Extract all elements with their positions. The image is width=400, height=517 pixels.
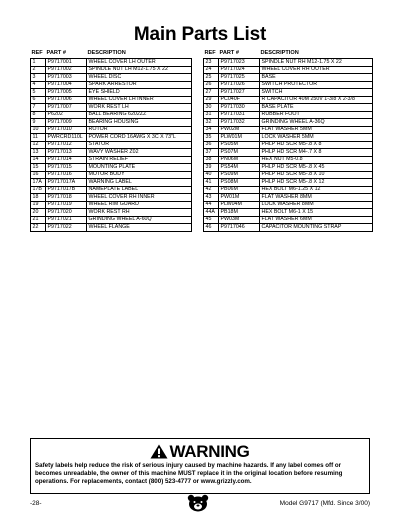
table-row bbox=[204, 89, 373, 97]
part-number-cell: PW01M bbox=[219, 194, 260, 202]
part-number-cell: P9717009 bbox=[46, 119, 87, 127]
description-cell: CAPACITOR MOUNTING STRAP bbox=[260, 224, 373, 232]
table-row bbox=[204, 119, 373, 127]
description-cell: STATOR bbox=[87, 141, 192, 149]
part-number-cell: PWRCRD110L bbox=[46, 134, 87, 142]
description-cell: SPINDLE NUT LH M12-1.75 X 22 bbox=[87, 66, 192, 74]
ref-cell: 43 bbox=[204, 194, 219, 202]
table-row bbox=[204, 74, 373, 82]
table-row bbox=[31, 89, 192, 97]
table-row bbox=[31, 171, 192, 179]
table-row bbox=[31, 209, 192, 217]
description-cell: HEX NUT M5-0.8 bbox=[260, 156, 373, 164]
ref-cell: 34 bbox=[204, 126, 219, 134]
description-cell: BALL BEARING 6202ZZ bbox=[87, 111, 192, 119]
part-number-cell: P9717023 bbox=[219, 59, 260, 67]
ref-cell: 19 bbox=[31, 201, 46, 209]
table-row bbox=[204, 164, 373, 172]
description-cell: PHLP HD SCR M5-.8 X 10 bbox=[260, 171, 373, 179]
table-row bbox=[31, 81, 192, 89]
table-row bbox=[31, 134, 192, 142]
table-row bbox=[31, 59, 192, 67]
warning-triangle-icon bbox=[150, 444, 168, 464]
ref-cell: 38 bbox=[204, 156, 219, 164]
part-number-cell: PS54M bbox=[219, 164, 260, 172]
table-row bbox=[204, 104, 373, 112]
ref-cell: 24 bbox=[204, 66, 219, 74]
part-number-cell: P9717010 bbox=[46, 126, 87, 134]
table-row bbox=[31, 96, 192, 104]
part-number-cell: P9717005 bbox=[46, 89, 87, 97]
parts-table-right bbox=[203, 51, 373, 232]
description-cell: MOUNTING PLATE bbox=[87, 164, 192, 172]
warning-box bbox=[30, 438, 370, 494]
description-cell: MOTOR BODY bbox=[87, 171, 192, 179]
ref-cell: 35 bbox=[204, 134, 219, 142]
ref-cell: 21 bbox=[31, 216, 46, 224]
table-row bbox=[31, 104, 192, 112]
ref-cell: 14 bbox=[31, 156, 46, 164]
description-cell: WHEEL DISC bbox=[87, 74, 192, 82]
description-cell: WHEEL COVER LH OUTER bbox=[87, 59, 192, 67]
table-header-row bbox=[204, 51, 373, 59]
part-number-cell: P9717016 bbox=[46, 171, 87, 179]
ref-cell: 46 bbox=[204, 224, 219, 232]
part-number-cell: PS09M bbox=[219, 171, 260, 179]
description-cell: WHEEL FLANGE bbox=[87, 224, 192, 232]
col-ref-header: REF bbox=[204, 50, 216, 57]
ref-cell: 11 bbox=[31, 134, 46, 142]
parts-table-right-body bbox=[204, 59, 373, 232]
part-number-cell: PS08M bbox=[219, 179, 260, 187]
ref-cell: 45 bbox=[204, 216, 219, 224]
ref-cell: 32 bbox=[204, 119, 219, 127]
part-number-cell: P9717031 bbox=[219, 111, 260, 119]
table-row bbox=[204, 59, 373, 67]
ref-cell: 2 bbox=[31, 66, 46, 74]
ref-cell: 9 bbox=[31, 119, 46, 127]
part-number-cell: P9717017A bbox=[46, 179, 87, 187]
description-cell: FLAT WASHER 6MM bbox=[260, 216, 373, 224]
model-info: Model G9717 (Mfd. Since 3/00) bbox=[279, 500, 370, 507]
description-cell: LOCK WASHER 8MM bbox=[260, 201, 373, 209]
ref-cell: 18 bbox=[31, 194, 46, 202]
ref-cell: 6 bbox=[31, 96, 46, 104]
warning-text: Safety labels help reduce the risk of serious injury caused by machine hazards. If any label comes off or becomes unreadable, the owner of this machine MUST replace it in the original location before resuming operations. For replacements, contact (800) 523-4777 or www.grizzly.com. bbox=[35, 462, 343, 486]
description-cell: ROTOR bbox=[87, 126, 192, 134]
part-number-cell: PW03M bbox=[219, 216, 260, 224]
part-number-cell: P9717018 bbox=[46, 194, 87, 202]
description-cell: WHEEL RIM GUARD bbox=[87, 201, 192, 209]
ref-cell: 17A bbox=[31, 179, 46, 187]
table-row bbox=[31, 119, 192, 127]
description-cell: SWITCH bbox=[260, 89, 373, 97]
part-number-cell: PS07M bbox=[219, 149, 260, 157]
part-number-cell: P9717020 bbox=[46, 209, 87, 217]
part-number-cell: P9717007 bbox=[46, 104, 87, 112]
ref-cell: 29 bbox=[204, 96, 219, 104]
description-cell: PHLP HD SCR M4-.7 X 8 bbox=[260, 149, 373, 157]
table-row bbox=[204, 126, 373, 134]
part-number-cell: P9717004 bbox=[46, 81, 87, 89]
part-number-cell: P9717015 bbox=[46, 164, 87, 172]
part-number-cell: P9717017B bbox=[46, 186, 87, 194]
ref-cell: 8 bbox=[31, 111, 46, 119]
ref-cell: 37 bbox=[204, 149, 219, 157]
part-number-cell: P9717026 bbox=[219, 81, 260, 89]
col-part-header: PART # bbox=[219, 50, 239, 57]
table-row bbox=[204, 111, 373, 119]
table-row bbox=[204, 81, 373, 89]
description-cell: BASE bbox=[260, 74, 373, 82]
ref-cell: 1 bbox=[31, 59, 46, 67]
table-row bbox=[31, 126, 192, 134]
part-number-cell: P9717012 bbox=[46, 141, 87, 149]
table-row bbox=[31, 216, 192, 224]
table-row bbox=[204, 224, 373, 232]
table-row bbox=[204, 186, 373, 194]
description-cell: PHLP HD SCR M5-.8 X 45 bbox=[260, 164, 373, 172]
ref-cell: 42 bbox=[204, 186, 219, 194]
table-row bbox=[31, 141, 192, 149]
part-number-cell: P9717030 bbox=[219, 104, 260, 112]
table-row bbox=[31, 179, 192, 187]
part-number-cell: P9717025 bbox=[219, 74, 260, 82]
table-header-row bbox=[31, 51, 192, 59]
bear-head-icon bbox=[186, 494, 210, 517]
part-number-cell: PLW04M bbox=[219, 201, 260, 209]
table-row bbox=[204, 194, 373, 202]
description-cell: WAVY WASHER Z02 bbox=[87, 149, 192, 157]
part-number-cell: P9717027 bbox=[219, 89, 260, 97]
description-cell: NAMEPLATE LABEL bbox=[87, 186, 192, 194]
ref-cell: 7 bbox=[31, 104, 46, 112]
ref-cell: 31 bbox=[204, 111, 219, 119]
ref-cell: 5 bbox=[31, 89, 46, 97]
part-number-cell: P9717001 bbox=[46, 59, 87, 67]
table-row bbox=[204, 134, 373, 142]
table-row bbox=[204, 96, 373, 104]
description-cell: R CAPACITOR 40M 250V 1-3/8 X 2-3/8 bbox=[260, 96, 373, 104]
part-number-cell: P6202 bbox=[46, 111, 87, 119]
parts-table-left bbox=[30, 51, 192, 232]
ref-cell: 36 bbox=[204, 141, 219, 149]
description-cell: RUBBER FOOT bbox=[260, 111, 373, 119]
table-row bbox=[204, 201, 373, 209]
description-cell: SPINDLE NUT RH M12-1.75 X 22 bbox=[260, 59, 373, 67]
table-row bbox=[204, 179, 373, 187]
warning-heading bbox=[31, 442, 369, 464]
table-row bbox=[204, 171, 373, 179]
part-number-cell: PC040F bbox=[219, 96, 260, 104]
table-row bbox=[204, 156, 373, 164]
warning-heading-text: WARNING bbox=[169, 442, 250, 461]
page-number: -28- bbox=[30, 500, 42, 507]
part-number-cell: P9717032 bbox=[219, 119, 260, 127]
ref-cell: 15 bbox=[31, 164, 46, 172]
part-number-cell: P9717006 bbox=[46, 96, 87, 104]
page-title: Main Parts List bbox=[133, 24, 267, 45]
description-cell: POWER CORD 16AWG X 3C X 73"L bbox=[87, 134, 192, 142]
description-cell: LOCK WASHER 5MM bbox=[260, 134, 373, 142]
description-cell: WHEEL COVER RH INNER bbox=[87, 194, 192, 202]
ref-cell: 26 bbox=[204, 81, 219, 89]
table-row bbox=[31, 201, 192, 209]
description-cell: STRAIN RELIEF bbox=[87, 156, 192, 164]
description-cell: SWITCH PROTECTOR bbox=[260, 81, 373, 89]
part-number-cell: P9717046 bbox=[219, 224, 260, 232]
table-row bbox=[31, 164, 192, 172]
table-row bbox=[31, 66, 192, 74]
part-number-cell: P9717014 bbox=[46, 156, 87, 164]
col-desc-header: DESCRIPTION bbox=[87, 50, 126, 57]
part-number-cell: P9717022 bbox=[46, 224, 87, 232]
part-number-cell: PS05M bbox=[219, 141, 260, 149]
description-cell: FLAT WASHER 8MM bbox=[260, 194, 373, 202]
description-cell: WORK REST LH bbox=[87, 104, 192, 112]
table-row bbox=[31, 156, 192, 164]
part-number-cell: PW02M bbox=[219, 126, 260, 134]
table-row bbox=[204, 141, 373, 149]
part-number-cell: PB18M bbox=[219, 209, 260, 217]
description-cell: WORK REST RH bbox=[87, 209, 192, 217]
ref-cell: 10 bbox=[31, 126, 46, 134]
part-number-cell: P9717021 bbox=[46, 216, 87, 224]
table-row bbox=[31, 194, 192, 202]
description-cell: BASE PLATE bbox=[260, 104, 373, 112]
part-number-cell: PLW01M bbox=[219, 134, 260, 142]
description-cell: GRINDING WHEEL A-60Q bbox=[87, 216, 192, 224]
ref-cell: 22 bbox=[31, 224, 46, 232]
part-number-cell: PB06M bbox=[219, 186, 260, 194]
parts-table-left-body bbox=[31, 59, 192, 232]
table-row bbox=[31, 149, 192, 157]
description-cell: WARNING LABEL bbox=[87, 179, 192, 187]
part-number-cell: P9717013 bbox=[46, 149, 87, 157]
description-cell: HEX BOLT M6-1.25 X 12 bbox=[260, 186, 373, 194]
description-cell: WHEEL COVER RH OUTER bbox=[260, 66, 373, 74]
part-number-cell: P9717003 bbox=[46, 74, 87, 82]
description-cell: PHLP HD SCR M5-.8 X 12 bbox=[260, 179, 373, 187]
part-number-cell: P9717019 bbox=[46, 201, 87, 209]
description-cell: GRINDING WHEEL A-36Q bbox=[260, 119, 373, 127]
ref-cell: 25 bbox=[204, 74, 219, 82]
ref-cell: 12 bbox=[31, 141, 46, 149]
ref-cell: 3 bbox=[31, 74, 46, 82]
ref-cell: 20 bbox=[31, 209, 46, 217]
ref-cell: 39 bbox=[204, 164, 219, 172]
col-desc-header: DESCRIPTION bbox=[260, 50, 299, 57]
ref-cell: 44 bbox=[204, 201, 219, 209]
description-cell: EYE SHIELD bbox=[87, 89, 192, 97]
ref-cell: 16 bbox=[31, 171, 46, 179]
table-row bbox=[31, 111, 192, 119]
description-cell: FLAT WASHER 5MM bbox=[260, 126, 373, 134]
description-cell: HEX BOLT M6-1 X 15 bbox=[260, 209, 373, 217]
table-row bbox=[31, 74, 192, 82]
ref-cell: 41 bbox=[204, 179, 219, 187]
table-row bbox=[31, 224, 192, 232]
ref-cell: 30 bbox=[204, 104, 219, 112]
description-cell: SPARK ARRESTOR bbox=[87, 81, 192, 89]
ref-cell: 23 bbox=[204, 59, 219, 67]
ref-cell: 40 bbox=[204, 171, 219, 179]
description-cell: PHLP HD SCR M5-.8 X 8 bbox=[260, 141, 373, 149]
table-row bbox=[204, 216, 373, 224]
part-number-cell: P9717002 bbox=[46, 66, 87, 74]
description-cell: WHEEL COVER LH INNER bbox=[87, 96, 192, 104]
ref-cell: 4 bbox=[31, 81, 46, 89]
part-number-cell: P9717024 bbox=[219, 66, 260, 74]
table-row bbox=[204, 66, 373, 74]
col-part-header: PART # bbox=[46, 50, 66, 57]
ref-cell: 13 bbox=[31, 149, 46, 157]
description-cell: BEARING HOUSING bbox=[87, 119, 192, 127]
table-row bbox=[31, 186, 192, 194]
table-row bbox=[204, 149, 373, 157]
ref-cell: 17B bbox=[31, 186, 46, 194]
ref-cell: 27 bbox=[204, 89, 219, 97]
part-number-cell: PN06M bbox=[219, 156, 260, 164]
table-row bbox=[204, 209, 373, 217]
col-ref-header: REF bbox=[31, 50, 43, 57]
ref-cell: 44A bbox=[204, 209, 219, 217]
